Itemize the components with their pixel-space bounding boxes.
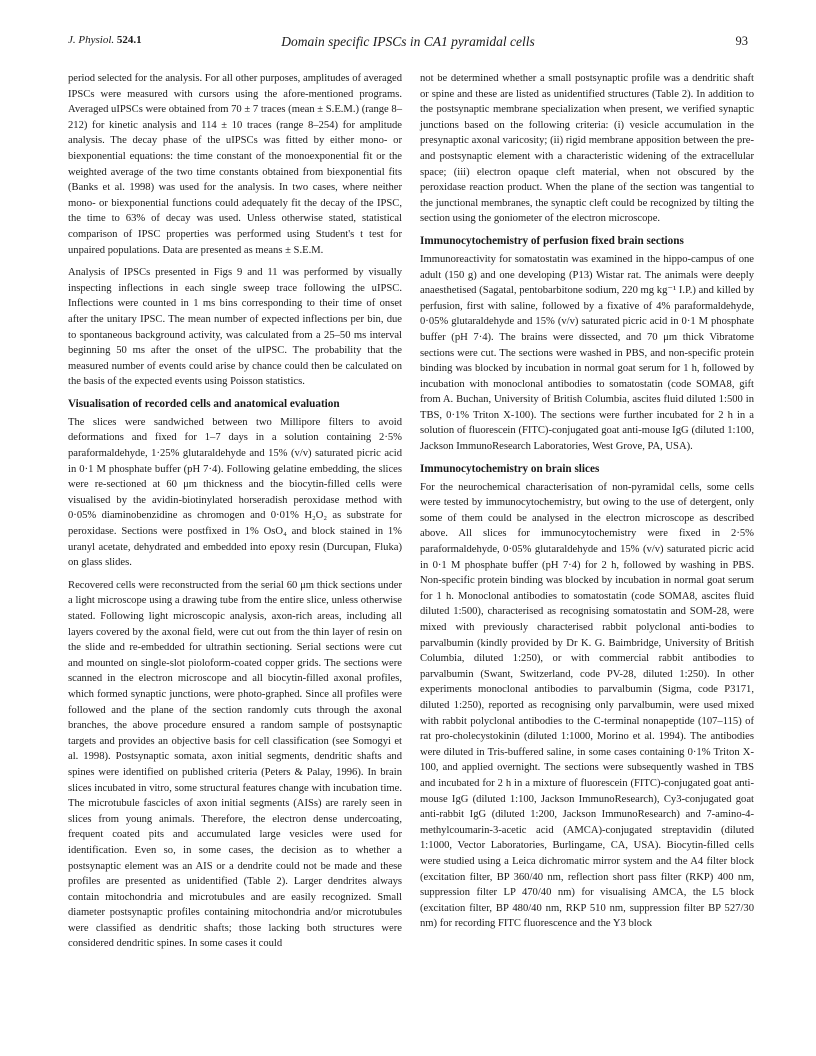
body-paragraph: For the neurochemical characterisation of non-pyramidal cells, some cells were tested by immunocytochemistry, but owing to the use of detergent, only some of them could be analysed in the electron microscope as described above. All slices for immunocytochemistry were fixed in 2·5% paraformaldehyde, 0·05% glutaraldehyde and 15% (v/v) saturated picric acid in 0·1 M phosphate buffer (pH 7·4) for 2 h, followed by washing in PBS. Non-specific protein binding was blocked by incubation in normal goat serum for 1 h. Monoclonal antibodies to somatostatin (code SOMA8, ascites fluid diluted 1:500), characterised as recognising somatostatin and SOM-28, were mixed with previously characterised rabbit polyclonal anti-bodies to parvalbumin (kindly provided by Dr K. G. Baimbridge, University of British Columbia, diluted 1:250), or with commercial rabbit antibodies to parvalbumin (Swant, Switzerland, code PV-28, diluted 1:250). In other experiments monoclonal antibodies to parvalbumin (Sigma, code P3171, diluted 1:250), reported as recognising only parvalbumin, were used mixed with rabbit polyclonal antibodies to the C-terminal nonapeptide (107–115) of rat pro-cholecystokinin (diluted 1:1000, Morino et al. 1994). The antibodies were diluted in Tris-buffered saline, in some cases containing 0·1% Triton X-100, and applied overnight. The sections were subsequently washed in TBS and incubated for 2 h in a mixture of fluorescein (FITC)-conjugated goat anti-mouse IgG (diluted 1:100, Jackson ImmunoResearch), Cy3-conjugated goat anti-rabbit IgG (diluted 1:200, Jackson ImmunoResearch) and 7-amino-4-methylcoumarin-3-acetic acid (AMCA)-conjugated streptavidin (diluted 1:1000, Vector Laboratories, Burlingame, CA, USA). Biocytin-filled cells were studied using a Leica dichromatic mirror system and the A4 filter block (excitation filter, BP 360/40 nm, reflection short pass filter (RKP) 400 nm, suppression filter LP 470/40 nm) for visualising AMCA, the L5 block (excitation filter, BP 480/40 nm, RKP 510 nm, suppression filter BP 527/30 nm) for recording FITC fluorescence and the Y3 block <box>420 481 754 930</box>
right-column <box>420 71 754 939</box>
body-paragraph: not be determined whether a small postsynaptic profile was a dendritic shaft or spine and these are listed as unidentified structures (Table 2). In addition to the postsynaptic membrane specialization when present, we verified synaptic junctions based on the following criteria: (i) vesicle accumulation in the presynaptic axonal varicosity; (ii) rigid membrane apposition between the pre- and postsynaptic element with a characteristic widening of the extracellular space; (iii) electron opaque cleft material, when not obscured by the peroxidase reaction product. When the plane of the section was tangential to the junctional membranes, the synaptic cleft could be recognized by tilting the section using the goniometer of the electron microscope. <box>420 73 754 225</box>
body-paragraph: Recovered cells were reconstructed from the serial 60 μm thick sections under a light microscope using a drawing tube from the entire slice, unless otherwise stated. Following light microscopic analysis, axon-rich areas, including all layers covered by the axonal field, were cut out from the thin layer of resin on the slide and re-embedded for ultrathin sectioning. Serial sections were cut and mounted on single-slot pioloform-coated copper grids. The sections were scanned in the electron microscope and all biocytin-filled axonal profiles, which formed synaptic junctions, were photo-graphed. Since all profiles were followed and the plane of the section randomly cuts through the axonal branches, the above procedure ensured a random sample of postsynaptic targets and provides an objective basis for cell classification (see Somogyi et al. 1998). Postsynaptic somata, axon initial segments, dendritic shafts and spines were identified on published criteria (Peters & Palay, 1996). In brain slices incubated in vitro, some structural features change with incubation time. The microtubule fascicles of axon initial segments (AISs) are rarely seen in slices from young animals. Therefore, the electron dense undercoating, frequent coated pits and accumulated large vesicles were used for identification. Even so, in some cases, the decision as to whether a postsynaptic element was an AIS or a dendrite could not be made and these profiles are presented as unidentified (Table 2). Larger dendrites always contain mitochondria and microtubules and are easily recognized. Small diameter postsynaptic profiles containing mitochondria and/or microtubules were classified as dendritic shafts; those lacking both structures were considered dendritic spines. In some cases it could <box>68 579 402 950</box>
section-heading: Immunocytochemistry of perfusion fixed brain sections <box>420 234 684 247</box>
journal-name: J. Physiol. 524.1 <box>68 34 142 46</box>
body-paragraph: Immunoreactivity for somatostatin was examined in the hippo-campus of one adult (150 g) and one developing (P13) Wistar rat. The animals were deeply anaesthetised (Sagatal, pentobarbitone sodium, 220 mg kg⁻¹ I.P.) and killed by perfusion, first with saline, followed by a fixative of 4% paraformaldehyde, 0·05% glutaraldehyde and 15% (v/v) saturated picric acid in 0·1 M phosphate buffer (pH 7·4). The brains were dissected, and 70 μm thick Vibratome sections were cut. The sections were washed in PBS, and non-specific protein binding was blocked by incubation in normal goat serum for 1 h, followed by incubation with monoclonal antibodies to somatostatin (code SOMA8, gift from A. Buchan, University of British Columbia, ascites fluid diluted 1:500 in TBS, 0·1% Triton X-100). The sections were further incubated for 2 h in a solution of fluorescein (FITC)-conjugated goat anti-mouse IgG (diluted 1:100, Jackson ImmunoResearch Laboratories, West Grove, PA, USA). <box>420 253 754 453</box>
running-header <box>68 34 748 54</box>
page-number: 93 <box>735 34 748 48</box>
left-column <box>68 71 402 959</box>
body-paragraph: Analysis of IPSCs presented in Figs 9 and 11 was performed by visually inspecting inflections in each single sweep trace following the uIPSC. Inflections were counted in 1 ms bins corresponding to their time of onset after the unitary IPSC. The mean number of expected inflections per bin, due to spontaneous background activity, was calculated from a 25–50 ms interval beginning 50 ms after the onset of the uIPSC. The probability that the measured number of events could arise by chance could then be calculated on the basis of the expected events using Poisson statistics. <box>68 267 402 388</box>
body-paragraph: The slices were sandwiched between two Millipore filters to avoid deformations and fixed for 1–7 days in a solution containing 2·5% paraformaldehyde, 1·25% glutaraldehyde and 15% (v/v) saturated picric acid in 0·1 M phosphate buffer (pH 7·4). Following gelatine embedding, the slices were re-sectioned at 60 μm thickness and the biocytin-filled cells were visualised by the avidin-biotinylated horseradish peroxidase method with 0·05% diaminobenzidine as chromogen and 0·01% H₂O₂ as substrate for peroxidase. Sections were postfixed in 1% OsO₄ and block stained in 1% uranyl acetate, dehydrated and embedded into epoxy resin (Durcupan, Fluka) on glass slides. <box>68 416 402 569</box>
section-heading: Immunocytochemistry on brain slices <box>420 462 600 475</box>
body-paragraph: period selected for the analysis. For all other purposes, amplitudes of averaged IPSCs were measured with cursors using the afore-mentioned programs. Averaged uIPSCs were obtained from 70 ± 7 traces (mean ± S.E.M.) (range 8–212) for kinetic analysis and 114 ± 10 traces (range 8–254) for amplitude analysis. The decay phase of the uIPSCs was fitted by either mono- or biexponential equations: the time constant of the monoexponential fit or the weighted average of the two time constants obtained from biexponential fits (Banks et al. 1998) was used for the analysis. In two cases, where neither mono- or biexponential functions could adequately fit the decay of the IPSC, the time to 63% of decay was used. Unless otherwise stated, statistical comparison of IPSC properties was performed using Student's t test for unpaired populations. Data are presented as means ± S.E.M. <box>68 73 402 256</box>
journal-volume: 524.1 <box>116 34 142 46</box>
running-title: Domain specific IPSCs in CA1 pyramidal cells <box>281 34 535 49</box>
section-heading: Visualisation of recorded cells and anatomical evaluation <box>68 397 340 410</box>
